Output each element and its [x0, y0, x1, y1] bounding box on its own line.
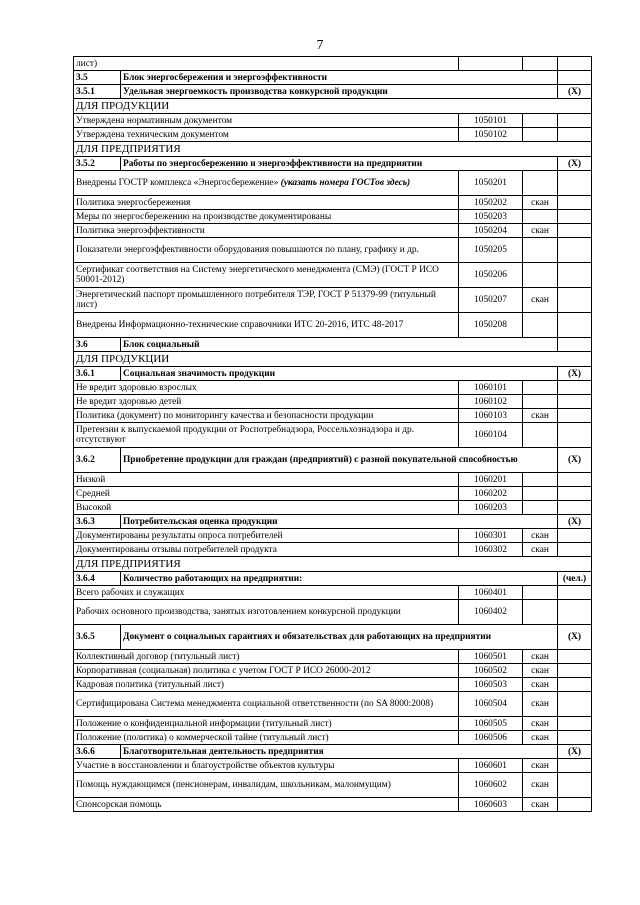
unit-cell [558, 529, 592, 543]
section-number: 3.6.2 [74, 448, 121, 473]
criterion-code: 1060506 [459, 731, 523, 745]
table-row [74, 238, 592, 263]
criterion-code: 1060603 [459, 798, 523, 812]
scan-mark [523, 501, 558, 515]
scan-mark: скан [523, 664, 558, 678]
table-row [74, 171, 592, 196]
table-row [74, 367, 592, 381]
section-number: 3.6.1 [74, 367, 121, 381]
criterion-label: Сертифицирована Система менеджмента социальной ответственности (по SA 8000:2008) [76, 699, 434, 709]
criterion-code: 1050203 [459, 210, 523, 224]
table-row [74, 678, 592, 692]
table-row [74, 543, 592, 557]
criterion-label: Всего рабочих и служащих [76, 587, 185, 598]
criterion-code: 1050207 [459, 288, 523, 313]
criterion-code: 1060401 [459, 586, 523, 600]
criterion-code: 1060302 [459, 543, 523, 557]
scan-mark [523, 114, 558, 128]
table-row [74, 381, 592, 395]
scan-mark: скан [523, 543, 558, 557]
unit-cell [558, 263, 592, 288]
table-row [74, 71, 592, 85]
criterion-text [74, 773, 459, 798]
table-row [74, 423, 592, 448]
unit-cell: (Х) [558, 745, 592, 759]
section-number: 3.6.5 [74, 625, 121, 650]
criterion-label: Высокой [76, 502, 112, 513]
criterion-label: Документированы результаты опроса потребителей [76, 530, 283, 541]
table-row [74, 263, 592, 288]
unit-cell [558, 650, 592, 664]
table-row [74, 731, 592, 745]
table-row [74, 692, 592, 717]
unit-cell: (Х) [558, 515, 592, 529]
criterion-code: 1060402 [459, 600, 523, 625]
criterion-label: Рабочих основного производства, занятых изготовлением конкурсной продукции [76, 607, 401, 617]
unit-cell [558, 381, 592, 395]
criterion-code: 1060504 [459, 692, 523, 717]
criterion-text [74, 381, 459, 395]
unit-cell [558, 586, 592, 600]
section-number: 3.6.6 [74, 745, 121, 759]
criterion-text [74, 473, 459, 487]
table-row [74, 600, 592, 625]
unit-cell: (Х) [558, 157, 592, 171]
scan-mark: скан [523, 224, 558, 238]
table-row [74, 557, 592, 572]
scan-mark [523, 263, 558, 288]
unit-cell: (Х) [558, 625, 592, 650]
section-title: Социальная значимость продукции [121, 367, 558, 381]
scan-mark: скан [523, 798, 558, 812]
criterion-text [74, 288, 459, 313]
unit-cell [558, 543, 592, 557]
criterion-code: 1060104 [459, 423, 523, 448]
criterion-code: 1060202 [459, 487, 523, 501]
criterion-label: Сертификат соответствия на Систему энергетического менеджмента (СМЭ) (ГОСТ Р ИСО 50001-2012) [76, 265, 439, 285]
table-row [74, 501, 592, 515]
criterion-text [74, 238, 459, 263]
table-row [74, 409, 592, 423]
table-row [74, 142, 592, 157]
section-title: Блок энергосбережения и энергоэффективности [121, 71, 558, 85]
scan-mark: скан [523, 717, 558, 731]
criterion-label: Документированы отзывы потребителей продукта [76, 544, 277, 555]
criterion-code: 1060301 [459, 529, 523, 543]
criterion-label: Кадровая политика (титульный лист) [76, 679, 225, 690]
criterion-code: 1050205 [459, 238, 523, 263]
criterion-note: (указать номера ГОСТов здесь) [280, 178, 411, 188]
criterion-label: Положение о конфиденциальной информации (титульный лист) [76, 718, 332, 729]
criterion-label: Не вредит здоровью детей [76, 396, 182, 407]
criterion-label: Утверждена нормативным документом [76, 115, 233, 126]
table-row [74, 487, 592, 501]
scan-mark [523, 600, 558, 625]
criterion-code: 1060601 [459, 759, 523, 773]
table-row [74, 650, 592, 664]
table-row [74, 664, 592, 678]
scan-mark: скан [523, 759, 558, 773]
criterion-code: 1060203 [459, 501, 523, 515]
page-number: 7 [316, 38, 324, 53]
unit-cell [558, 288, 592, 313]
unit-cell: (чел.) [558, 572, 592, 586]
section-number: 3.5.2 [74, 157, 121, 171]
criterion-label: Коллективный договор (титульный лист) [76, 651, 240, 662]
category-heading: ДЛЯ ПРЕДПРИЯТИЯ [74, 142, 592, 157]
table-row [74, 572, 592, 586]
unit-cell [558, 196, 592, 210]
criteria-table [73, 56, 592, 812]
scan-mark [523, 128, 558, 142]
table-row [74, 224, 592, 238]
criterion-text [74, 529, 459, 543]
table-row [74, 157, 592, 171]
criterion-label: Положение (политика) о коммерческой тайне (титульный лист) [76, 732, 329, 743]
unit-cell [558, 313, 592, 338]
table-row [74, 473, 592, 487]
table-row [74, 85, 592, 99]
criterion-code: 1050102 [459, 128, 523, 142]
scan-mark [523, 487, 558, 501]
criterion-text [74, 692, 459, 717]
unit-cell [558, 759, 592, 773]
unit-cell [558, 487, 592, 501]
unit-cell [558, 773, 592, 798]
table-row [74, 448, 592, 473]
criterion-label: Помощь нуждающимся (пенсионерам, инвалидам, школьникам, малоимущим) [76, 780, 391, 790]
unit-cell [558, 128, 592, 142]
unit-cell [558, 171, 592, 196]
criterion-label: Корпоративная (социальная) политика с учетом ГОСТ Р ИСО 26000-2012 [76, 665, 371, 676]
unit-cell: (Х) [558, 367, 592, 381]
criterion-code: 1060602 [459, 773, 523, 798]
scan-mark [523, 395, 558, 409]
scan-mark [523, 171, 558, 196]
criterion-code: 1050201 [459, 171, 523, 196]
criterion-label: Не вредит здоровью взрослых [76, 382, 197, 393]
scan-mark [523, 586, 558, 600]
table-row [74, 745, 592, 759]
criterion-text [74, 678, 459, 692]
table-row [74, 395, 592, 409]
scan-mark: скан [523, 678, 558, 692]
section-title: Количество работающих на предприятии: [121, 572, 558, 586]
scan-mark [523, 238, 558, 263]
scan-mark: скан [523, 731, 558, 745]
criterion-text [74, 263, 459, 288]
criterion-text [74, 224, 459, 238]
criterion-label: Претензии к выпускаемой продукции от Роспотребнадзора, Россельхознадзора и др. отсутствуют [76, 425, 415, 445]
unit-cell [558, 692, 592, 717]
unit-cell [558, 210, 592, 224]
criterion-code: 1050206 [459, 263, 523, 288]
section-title: Удельная энергоемкость производства конкурсной продукции [121, 85, 558, 99]
criterion-code: 1050204 [459, 224, 523, 238]
criterion-label: Показатели энергоэффективности оборудования повышаются по плану, графику и др. [76, 245, 419, 255]
criterion-code: 1050202 [459, 196, 523, 210]
table-row [74, 114, 592, 128]
table-row [74, 759, 592, 773]
criterion-code: 1050101 [459, 114, 523, 128]
category-heading: ДЛЯ ПРЕДПРИЯТИЯ [74, 557, 592, 572]
criterion-label: Внедрены Информационно-технические справочники ИТС 20-2016, ИТС 48-2017 [76, 320, 404, 330]
section-title: Документ о социальных гарантиях и обязательствах для работающих на предприятии [121, 625, 558, 650]
unit-cell [558, 409, 592, 423]
criterion-code: 1060101 [459, 381, 523, 395]
section-title: Благотворительная деятельность предприятия [121, 745, 558, 759]
criterion-text [74, 171, 459, 196]
category-heading: ДЛЯ ПРОДУКЦИИ [74, 352, 592, 367]
table-row [74, 128, 592, 142]
table-row [74, 196, 592, 210]
criterion-code: 1060503 [459, 678, 523, 692]
criterion-code: 1060505 [459, 717, 523, 731]
criterion-label: Политика (документ) по мониторингу качества и безопасности продукции [76, 410, 374, 421]
criterion-label: Низкой [76, 474, 106, 485]
unit-cell [558, 338, 592, 352]
criterion-code [459, 57, 523, 71]
criterion-code: 1050208 [459, 313, 523, 338]
unit-cell: (Х) [558, 85, 592, 99]
unit-cell [558, 57, 592, 71]
criterion-text [74, 501, 459, 515]
criterion-text [74, 731, 459, 745]
criterion-label: Меры по энергосбережению на производстве документированы [76, 211, 332, 222]
criterion-label: Политика энергосбережения [76, 197, 191, 208]
scan-mark: скан [523, 529, 558, 543]
section-title: Блок социальный [121, 338, 558, 352]
criterion-code: 1060102 [459, 395, 523, 409]
criterion-text [74, 798, 459, 812]
unit-cell [558, 678, 592, 692]
unit-cell [558, 395, 592, 409]
criterion-text [74, 650, 459, 664]
scan-mark: скан [523, 409, 558, 423]
unit-cell [558, 71, 592, 85]
table-row [74, 586, 592, 600]
criterion-text [74, 196, 459, 210]
section-title: Потребительская оценка продукции [121, 515, 558, 529]
criterion-code: 1060502 [459, 664, 523, 678]
criterion-text [74, 543, 459, 557]
scan-mark [523, 381, 558, 395]
scan-mark: скан [523, 773, 558, 798]
criterion-text [74, 487, 459, 501]
unit-cell [558, 600, 592, 625]
unit-cell [558, 501, 592, 515]
section-title: Работы по энергосбережению и энергоэффективности на предприятии [121, 157, 558, 171]
scan-mark: скан [523, 692, 558, 717]
criterion-code: 1060501 [459, 650, 523, 664]
criterion-text [74, 57, 459, 71]
table-row [74, 210, 592, 224]
unit-cell [558, 798, 592, 812]
section-number: 3.6.4 [74, 572, 121, 586]
table-row [74, 99, 592, 114]
criterion-label: Утверждена техническим документом [76, 129, 229, 140]
scan-mark: скан [523, 650, 558, 664]
table-row [74, 352, 592, 367]
section-number: 3.5.1 [74, 85, 121, 99]
criterion-text [74, 423, 459, 448]
criterion-text [74, 409, 459, 423]
unit-cell [558, 473, 592, 487]
table-row [74, 57, 592, 71]
criterion-text [74, 128, 459, 142]
criterion-text [74, 210, 459, 224]
criterion-label: Энергетический паспорт промышленного потребителя ТЭР, ГОСТ Р 51379-99 (титульный лист) [76, 290, 436, 310]
criterion-label: лист) [76, 58, 98, 69]
unit-cell [558, 731, 592, 745]
criterion-label: Политика энергоэффективности [76, 225, 205, 236]
scan-mark [523, 473, 558, 487]
criterion-text [74, 395, 459, 409]
criterion-label: Средней [76, 488, 110, 499]
table-row [74, 773, 592, 798]
criterion-label: Участие в восстановлении и благоустройстве объектов культуры [76, 760, 335, 771]
criterion-text [74, 759, 459, 773]
criterion-code: 1060201 [459, 473, 523, 487]
scan-mark [523, 313, 558, 338]
table-row [74, 798, 592, 812]
unit-cell [558, 717, 592, 731]
section-number: 3.6 [74, 338, 121, 352]
scan-mark: скан [523, 196, 558, 210]
unit-cell [558, 238, 592, 263]
scan-mark [523, 57, 558, 71]
scan-mark [523, 423, 558, 448]
category-heading: ДЛЯ ПРОДУКЦИИ [74, 99, 592, 114]
criterion-text [74, 600, 459, 625]
unit-cell [558, 114, 592, 128]
section-title: Приобретение продукции для граждан (предприятий) с разной покупательной способностью [121, 448, 558, 473]
criterion-text [74, 586, 459, 600]
table-row [74, 515, 592, 529]
criterion-label: Спонсорская помощь [76, 799, 162, 810]
unit-cell [558, 423, 592, 448]
section-number: 3.5 [74, 71, 121, 85]
criterion-text [74, 313, 459, 338]
criterion-text [74, 664, 459, 678]
unit-cell [558, 664, 592, 678]
criterion-text [74, 717, 459, 731]
criterion-text [74, 114, 459, 128]
criterion-label: Внедрены ГОСТР комплекса «Энергосбережение» [76, 178, 281, 188]
unit-cell: (Х) [558, 448, 592, 473]
criterion-code: 1060103 [459, 409, 523, 423]
unit-cell [558, 224, 592, 238]
table-row [74, 338, 592, 352]
section-number: 3.6.3 [74, 515, 121, 529]
table-row [74, 288, 592, 313]
table-row [74, 625, 592, 650]
scan-mark: скан [523, 288, 558, 313]
scan-mark [523, 210, 558, 224]
table-row [74, 529, 592, 543]
table-row [74, 717, 592, 731]
table-row [74, 313, 592, 338]
